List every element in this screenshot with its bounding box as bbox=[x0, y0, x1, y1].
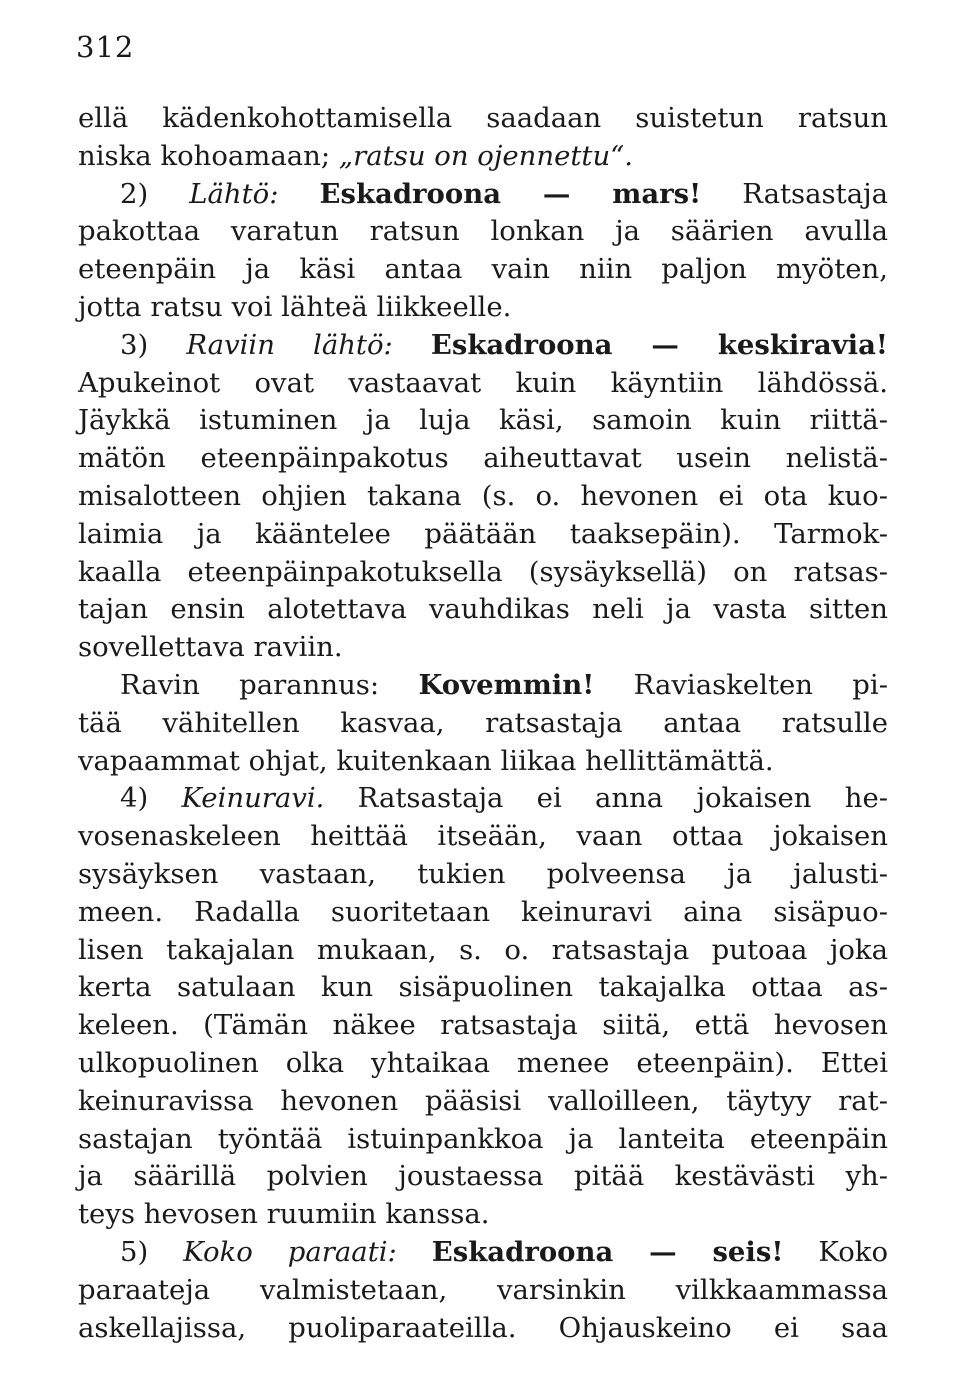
italic-heading: Koko paraati: bbox=[183, 1235, 432, 1268]
text-line bbox=[78, 1007, 888, 1045]
text-run: Ratsastaja ei anna jokaisen he- bbox=[324, 782, 889, 815]
text-run: mätön eteenpäinpakotus aiheuttavat usein nelistä- bbox=[78, 442, 888, 475]
text-run: Apukeinot ovat vastaavat kuin käyntiin lähdössä. bbox=[78, 366, 888, 399]
text-line bbox=[78, 1272, 888, 1310]
text-line bbox=[78, 667, 888, 705]
text-line bbox=[78, 969, 888, 1007]
text-line bbox=[78, 440, 888, 478]
text-line bbox=[78, 554, 888, 592]
text-line bbox=[78, 1083, 888, 1121]
text-run: misalotteen ohjien takana (s. o. hevonen ei ota kuo- bbox=[78, 479, 888, 512]
text-run: jotta ratsu voi lähteä liikkeelle. bbox=[78, 290, 512, 323]
text-line bbox=[78, 516, 888, 554]
text-run: pakottaa varatun ratsun lonkan ja säärien avulla bbox=[78, 215, 888, 248]
text-line bbox=[78, 289, 888, 327]
text-run: 5) bbox=[120, 1235, 184, 1268]
text-run: Raviaskelten pi- bbox=[594, 668, 888, 701]
text-run: keleen. (Tämän näkee ratsastaja siitä, että hevosen bbox=[78, 1009, 888, 1042]
text-run: ja säärillä polvien joustaessa pitää kestävästi yh- bbox=[78, 1160, 888, 1193]
text-run: 3) bbox=[120, 328, 187, 361]
text-run: Ratsastaja bbox=[701, 177, 889, 210]
text-line bbox=[78, 894, 888, 932]
text-run: sovellettava raviin. bbox=[78, 631, 343, 664]
text-line bbox=[78, 478, 888, 516]
text-run: paraateja valmistetaan, varsinkin vilkkaammassa bbox=[78, 1273, 888, 1306]
text-line bbox=[78, 932, 888, 970]
text-run: 2) bbox=[120, 177, 190, 210]
text-line bbox=[78, 629, 888, 667]
text-line bbox=[78, 1158, 888, 1196]
text-run: laimia ja kääntelee päätään taaksepäin). Tarmok- bbox=[78, 517, 888, 550]
text-run: vosenaskeleen heittää itseään, vaan ottaa jokaisen bbox=[78, 820, 888, 853]
text-run: 4) bbox=[120, 782, 182, 815]
text-line bbox=[78, 176, 888, 214]
text-run: Ravin parannus: bbox=[120, 668, 419, 701]
text-run: Koko bbox=[783, 1235, 888, 1268]
italic-heading: Lähtö: bbox=[189, 177, 320, 210]
text-run: ellä kädenkohottamisella saadaan suistetun ratsun bbox=[78, 102, 888, 134]
bold-command: Eskadroona — seis! bbox=[431, 1235, 784, 1268]
text-line bbox=[78, 705, 888, 743]
text-run: keinuravissa hevonen pääsisi valloilleen, täytyy rat- bbox=[78, 1084, 888, 1117]
text-line bbox=[78, 251, 888, 289]
body-text bbox=[78, 100, 888, 1347]
text-line bbox=[78, 818, 888, 856]
italic-heading: Raviin lähtö: bbox=[186, 328, 431, 361]
text-line bbox=[78, 743, 888, 781]
italic-heading: Keinuravi. bbox=[181, 782, 325, 815]
text-run: sastajan työntää istuinpankkoa ja lanteita eteenpäin bbox=[78, 1122, 888, 1155]
text-line bbox=[78, 1196, 888, 1234]
text-line bbox=[78, 780, 888, 818]
bold-command: Kovemmin! bbox=[418, 668, 595, 701]
text-run: ulkopuolinen olka yhtaikaa menee eteenpäin). Ettei bbox=[78, 1046, 888, 1079]
text-line bbox=[78, 591, 888, 629]
text-run: kerta satulaan kun sisäpuolinen takajalka ottaa as- bbox=[78, 971, 888, 1004]
text-run: askellajissa, puoliparaateilla. Ohjauskeino ei saa bbox=[78, 1311, 888, 1344]
text-line bbox=[78, 856, 888, 894]
text-line bbox=[78, 402, 888, 440]
text-line bbox=[78, 1045, 888, 1083]
text-line bbox=[78, 365, 888, 403]
text-line bbox=[78, 1234, 888, 1272]
bold-command: Eskadroona — keskiravia! bbox=[430, 328, 888, 361]
text-line bbox=[78, 100, 888, 138]
text-run: Jäykkä istuminen ja luja käsi, samoin kuin riittä- bbox=[78, 404, 888, 437]
text-run: tajan ensin alotettava vauhdikas neli ja vasta sitten bbox=[78, 593, 888, 626]
text-run: vapaammat ohjat, kuitenkaan liikaa hellittämättä. bbox=[78, 744, 774, 777]
text-run: meen. Radalla suoritetaan keinuravi aina sisäpuo- bbox=[78, 895, 888, 928]
text-line bbox=[78, 1121, 888, 1159]
text-line bbox=[78, 327, 888, 365]
text-line bbox=[78, 1310, 888, 1348]
italic-heading: „ratsu on ojennettu“. bbox=[338, 139, 633, 172]
page-number: 312 bbox=[76, 30, 135, 64]
text-run: eteenpäin ja käsi antaa vain niin paljon myöten, bbox=[78, 253, 888, 286]
text-run: kaalla eteenpäinpakotuksella (sysäyksellä) on ratsas- bbox=[78, 555, 888, 588]
text-run: lisen takajalan mukaan, s. o. ratsastaja putoaa joka bbox=[78, 933, 888, 966]
bold-command: Eskadroona — mars! bbox=[319, 177, 702, 210]
text-run: tää vähitellen kasvaa, ratsastaja antaa ratsulle bbox=[78, 706, 888, 739]
text-run: teys hevosen ruumiin kanssa. bbox=[78, 1198, 490, 1231]
text-line bbox=[78, 138, 888, 176]
text-run: sysäyksen vastaan, tukien polveensa ja jalusti- bbox=[78, 857, 888, 890]
text-run: niska kohoamaan; bbox=[78, 139, 339, 172]
text-line bbox=[78, 213, 888, 251]
